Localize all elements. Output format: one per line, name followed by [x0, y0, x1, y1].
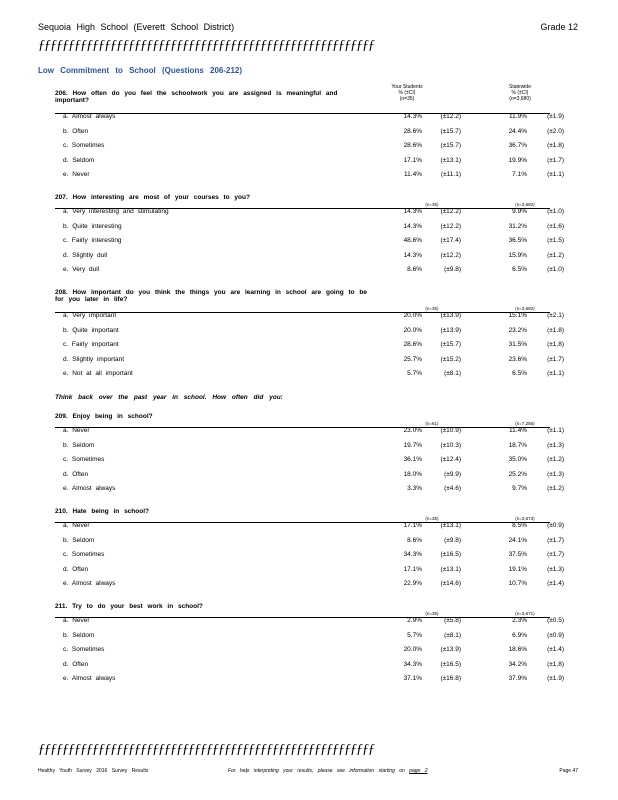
- your-students-ci: (±13.1): [440, 522, 461, 529]
- your-students-ci: (±10.3): [440, 441, 461, 449]
- your-students-percent: 17.1%: [403, 156, 422, 164]
- your-students-percent: 5.7%: [407, 631, 422, 639]
- statewide-percent: 24.1%: [508, 536, 527, 544]
- statewide-percent: 31.2%: [508, 222, 527, 230]
- question-n-statewide: (n=7,256): [515, 421, 535, 426]
- your-students-ci: (±15.7): [440, 341, 461, 348]
- response-row: [63, 456, 593, 466]
- response-label: a. Never: [63, 427, 90, 434]
- statewide-ci: (±1.1): [547, 370, 564, 377]
- question-block: [55, 413, 595, 518]
- statewide-percent: 37.5%: [508, 551, 527, 558]
- your-students-percent: 48.6%: [403, 237, 422, 244]
- your-students-ci: (±16.5): [440, 551, 461, 558]
- your-students-percent: 20.0%: [403, 326, 422, 334]
- statewide-percent: 19.9%: [508, 156, 527, 164]
- your-students-percent: 34.3%: [403, 551, 422, 558]
- your-students-percent: 34.3%: [403, 660, 422, 668]
- your-students-ci: (±8.1): [444, 370, 461, 377]
- your-students-ci: (±12.2): [440, 208, 461, 215]
- question-n-yours: (n=35): [425, 611, 439, 616]
- response-row: [63, 551, 593, 561]
- statewide-ci: (±1.9): [547, 113, 564, 120]
- statewide-ci: (±1.3): [547, 470, 564, 478]
- statewide-percent: 25.2%: [508, 470, 527, 478]
- footer-help-label: For help interpreting your results, please see information starting on: [228, 768, 405, 774]
- statewide-ci: (±1.5): [547, 237, 564, 244]
- think-back-instruction: Think back over the past year in school. How often did you:: [55, 394, 283, 401]
- statewide-ci: (±1.8): [547, 142, 564, 149]
- statewide-ci: (±1.2): [547, 251, 564, 259]
- response-row: [63, 617, 593, 627]
- page-number: Page 47: [559, 768, 578, 774]
- grade-label: Grade 12: [540, 22, 578, 32]
- response-label: c. Sometimes: [63, 551, 105, 558]
- your-students-percent: 3.3%: [407, 485, 422, 492]
- statewide-ci: (±1.4): [547, 580, 564, 587]
- response-label: d. Often: [63, 660, 89, 668]
- response-row: [63, 675, 593, 685]
- your-students-percent: 5.7%: [407, 370, 422, 377]
- statewide-ci: (±1.6): [547, 222, 564, 230]
- response-row: [63, 522, 593, 532]
- response-label: d. Slightly dull: [63, 251, 108, 259]
- statewide-percent: 11.9%: [509, 113, 527, 120]
- your-students-percent: 28.6%: [403, 341, 422, 348]
- your-students-ci: (±9.8): [444, 266, 461, 273]
- your-students-percent: 23.0%: [403, 427, 422, 434]
- statewide-percent: 6.5%: [512, 266, 527, 273]
- your-students-percent: 18.0%: [403, 470, 422, 478]
- question-text: 210. Hate being in school?: [55, 508, 149, 515]
- response-label: e. Not at all important: [63, 370, 133, 377]
- statewide-percent: 11.4%: [509, 427, 527, 434]
- your-students-ci: (±13.9): [440, 646, 461, 653]
- your-students-percent: 14.3%: [403, 113, 422, 120]
- your-students-title: Your Students: [391, 84, 423, 90]
- statewide-percent: 8.5%: [512, 522, 527, 529]
- response-row: [63, 113, 593, 123]
- your-students-ci: (±9.8): [444, 536, 461, 544]
- statewide-ci: (±1.0): [547, 208, 564, 215]
- your-students-ci: (±12.2): [440, 113, 461, 120]
- your-students-percent: 14.3%: [403, 251, 422, 259]
- statewide-percent: 18.7%: [508, 441, 527, 449]
- question-text: 208. How important do you think the things you are learning in school are going to be for you later in life?: [55, 289, 367, 303]
- statewide-percent: 23.2%: [508, 326, 527, 334]
- response-label: e. Almost always: [63, 675, 116, 682]
- statewide-ci: (±1.8): [547, 326, 564, 334]
- decorative-rule-top: ƒƒƒƒƒƒƒƒƒƒƒƒƒƒƒƒƒƒƒƒƒƒƒƒƒƒƒƒƒƒƒƒƒƒƒƒƒƒƒƒƒƒƒƒƒƒƒƒƒƒƒƒƒƒƒƒ: [38, 38, 374, 53]
- response-row: [63, 661, 593, 671]
- statewide-ci: (±1.7): [547, 355, 564, 363]
- statewide-ci: (±1.3): [547, 441, 564, 449]
- footer-survey-title: Healthy Youth Survey 2016 Survey Results: [38, 768, 149, 774]
- your-students-percent: 8.6%: [407, 536, 422, 544]
- your-students-ci: (±11.1): [440, 171, 461, 178]
- question-text: 211. Try to do your best work in school?: [55, 603, 203, 610]
- statewide-ci: (±1.4): [547, 646, 564, 653]
- statewide-percent: 34.2%: [508, 660, 527, 668]
- response-row: [63, 442, 593, 452]
- statewide-percent: 36.5%: [508, 237, 527, 244]
- statewide-ci: (±1.3): [547, 565, 564, 573]
- your-students-percent: 20.0%: [403, 646, 422, 653]
- response-row: [63, 471, 593, 481]
- response-label: c. Fairly interesting: [63, 237, 122, 244]
- question-n-statewide: (n=3,682): [515, 306, 535, 311]
- response-label: a. Never: [63, 617, 90, 624]
- your-students-ci: (±8.1): [444, 631, 461, 639]
- response-row: [63, 485, 593, 495]
- your-students-percent: 22.9%: [403, 580, 422, 587]
- your-students-ci: (±14.6): [440, 580, 461, 587]
- response-row: [63, 223, 593, 233]
- statewide-percent: 6.9%: [512, 631, 527, 639]
- response-label: d. Seldom: [63, 156, 95, 164]
- question-n-yours: (n=35): [425, 516, 439, 521]
- statewide-ci: (±1.0): [547, 266, 564, 273]
- your-students-ci: (±9.9): [444, 470, 461, 478]
- your-students-ci-label: % (±CI): [398, 90, 416, 96]
- your-students-percent: 14.3%: [403, 222, 422, 230]
- response-row: [63, 157, 593, 167]
- footer-page-link[interactable]: page 2: [409, 768, 428, 774]
- footer-help-text: [228, 768, 428, 774]
- your-students-percent: 8.6%: [407, 266, 422, 273]
- your-students-ci: (±16.5): [440, 660, 461, 668]
- your-students-percent: 17.1%: [403, 565, 422, 573]
- response-label: d. Often: [63, 565, 89, 573]
- response-row: [63, 142, 593, 152]
- response-row: [63, 171, 593, 181]
- question-n-statewide: (n=3,673): [515, 516, 535, 521]
- question-block: [55, 508, 595, 613]
- your-students-n: (n=35): [399, 96, 415, 102]
- school-name: Sequoia High School (Everett School District): [38, 22, 235, 32]
- statewide-percent: 2.3%: [512, 617, 527, 624]
- statewide-percent: 15.9%: [508, 251, 527, 259]
- statewide-percent: 9.9%: [512, 208, 527, 215]
- question-text: 207. How interesting are most of your courses to you?: [55, 194, 250, 201]
- your-students-ci: (±16.8): [440, 675, 461, 682]
- statewide-ci: (±0.9): [547, 522, 564, 529]
- response-row: [63, 266, 593, 276]
- section-title: Low Commitment to School (Questions 206-212): [38, 66, 243, 75]
- statewide-percent: 35.0%: [508, 456, 527, 463]
- your-students-percent: 28.6%: [403, 127, 422, 135]
- your-students-ci: (±15.7): [440, 142, 461, 149]
- response-label: a. Almost always: [63, 113, 116, 120]
- decorative-rule-bottom: ƒƒƒƒƒƒƒƒƒƒƒƒƒƒƒƒƒƒƒƒƒƒƒƒƒƒƒƒƒƒƒƒƒƒƒƒƒƒƒƒƒƒƒƒƒƒƒƒƒƒƒƒƒƒƒƒ: [38, 742, 374, 757]
- statewide-ci: (±1.2): [547, 456, 564, 463]
- question-text: 206. How often do you feel the schoolwork you are assigned is meaningful and important?: [55, 90, 338, 104]
- your-students-ci: (±12.2): [440, 222, 461, 230]
- your-students-ci: (±12.4): [440, 456, 461, 463]
- statewide-title: Statewide: [509, 84, 531, 90]
- statewide-percent: 7.1%: [512, 171, 527, 178]
- response-label: d. Often: [63, 470, 89, 478]
- response-row: [63, 370, 593, 380]
- response-label: d. Slightly important: [63, 355, 125, 363]
- statewide-ci: (±2.0): [547, 127, 564, 135]
- statewide-percent: 15.1%: [508, 312, 527, 319]
- question-block: [55, 603, 595, 708]
- question-n-yours: (n=35): [425, 202, 439, 207]
- your-students-percent: 14.3%: [403, 208, 422, 215]
- your-students-ci: (±13.9): [440, 312, 461, 319]
- response-label: e. Never: [63, 171, 90, 178]
- response-row: [63, 566, 593, 576]
- statewide-ci: (±1.7): [547, 156, 564, 164]
- your-students-percent: 28.6%: [403, 142, 422, 149]
- statewide-ci: (±0.5): [547, 617, 564, 624]
- response-row: [63, 427, 593, 437]
- statewide-percent: 9.7%: [512, 485, 527, 492]
- response-label: c. Sometimes: [63, 456, 105, 463]
- question-block: [55, 289, 595, 394]
- response-row: [63, 208, 593, 218]
- question-n-statewide: (n=3,682): [515, 202, 535, 207]
- your-students-ci: (±5.8): [444, 617, 461, 624]
- response-row: [63, 356, 593, 366]
- response-row: [63, 128, 593, 138]
- question-block: [55, 194, 595, 299]
- statewide-percent: 24.4%: [508, 127, 527, 135]
- your-students-percent: 37.1%: [403, 675, 422, 682]
- statewide-ci: (±1.8): [547, 660, 564, 668]
- response-label: c. Sometimes: [63, 646, 105, 653]
- question-n-statewide: (n=3,671): [515, 611, 535, 616]
- statewide-ci-label: % (±CI): [511, 90, 529, 96]
- response-label: a. Very important: [63, 312, 117, 319]
- your-students-percent: 11.4%: [404, 171, 422, 178]
- response-row: [63, 537, 593, 547]
- statewide-percent: 31.5%: [508, 341, 527, 348]
- statewide-percent: 10.7%: [508, 580, 527, 587]
- response-row: [63, 237, 593, 247]
- your-students-percent: 36.1%: [403, 456, 422, 463]
- response-label: b. Often: [63, 127, 89, 135]
- your-students-percent: 19.7%: [403, 441, 422, 449]
- response-label: a. Very interesting and stimulating: [63, 208, 169, 215]
- response-label: c. Sometimes: [63, 142, 105, 149]
- statewide-percent: 36.7%: [508, 142, 527, 149]
- response-label: e. Almost always: [63, 580, 116, 587]
- statewide-ci: (±1.9): [547, 675, 564, 682]
- statewide-ci: (±1.8): [547, 341, 564, 348]
- response-label: b. Seldom: [63, 631, 95, 639]
- response-label: a. Never: [63, 522, 90, 529]
- question-n-yours: (n=35): [425, 306, 439, 311]
- response-label: b. Quite important: [63, 326, 119, 334]
- response-label: c. Fairly important: [63, 341, 119, 348]
- question-block: [55, 90, 595, 195]
- response-label: e. Very dull: [63, 266, 100, 273]
- your-students-ci: (±4.6): [444, 485, 461, 492]
- response-row: [63, 580, 593, 590]
- statewide-ci: (±0.9): [547, 631, 564, 639]
- your-students-ci: (±13.9): [440, 326, 461, 334]
- your-students-ci: (±15.7): [440, 127, 461, 135]
- response-row: [63, 646, 593, 656]
- your-students-percent: 17.1%: [403, 522, 422, 529]
- your-students-percent: 25.7%: [403, 355, 422, 363]
- statewide-percent: 6.5%: [512, 370, 527, 377]
- response-label: b. Seldom: [63, 536, 95, 544]
- your-students-percent: 2.9%: [407, 617, 422, 624]
- statewide-ci: (±2.1): [547, 312, 564, 319]
- your-students-ci: (±17.4): [440, 237, 461, 244]
- response-label: b. Seldom: [63, 441, 95, 449]
- question-n-yours: (n=61): [425, 421, 439, 426]
- statewide-percent: 37.9%: [508, 675, 527, 682]
- your-students-percent: 20.0%: [403, 312, 422, 319]
- response-label: b. Quite interesting: [63, 222, 122, 230]
- response-label: e. Almost always: [63, 485, 116, 492]
- statewide-ci: (±1.7): [547, 536, 564, 544]
- response-row: [63, 341, 593, 351]
- response-row: [63, 312, 593, 322]
- your-students-ci: (±15.2): [440, 355, 461, 363]
- response-row: [63, 252, 593, 262]
- response-row: [63, 632, 593, 642]
- page-header: [38, 22, 578, 36]
- statewide-ci: (±1.2): [547, 485, 564, 492]
- statewide-ci: (±1.1): [547, 427, 564, 434]
- statewide-percent: 18.6%: [508, 646, 527, 653]
- response-row: [63, 327, 593, 337]
- question-text: 209. Enjoy being in school?: [55, 413, 153, 420]
- statewide-ci: (±1.1): [547, 171, 564, 178]
- statewide-ci: (±1.7): [547, 551, 564, 558]
- your-students-ci: (±10.9): [440, 427, 461, 434]
- statewide-percent: 23.6%: [508, 355, 527, 363]
- your-students-ci: (±12.2): [440, 251, 461, 259]
- statewide-n: (n=3,680): [509, 96, 531, 102]
- your-students-ci: (±13.1): [440, 565, 461, 573]
- statewide-percent: 19.1%: [508, 565, 527, 573]
- your-students-ci: (±13.1): [440, 156, 461, 164]
